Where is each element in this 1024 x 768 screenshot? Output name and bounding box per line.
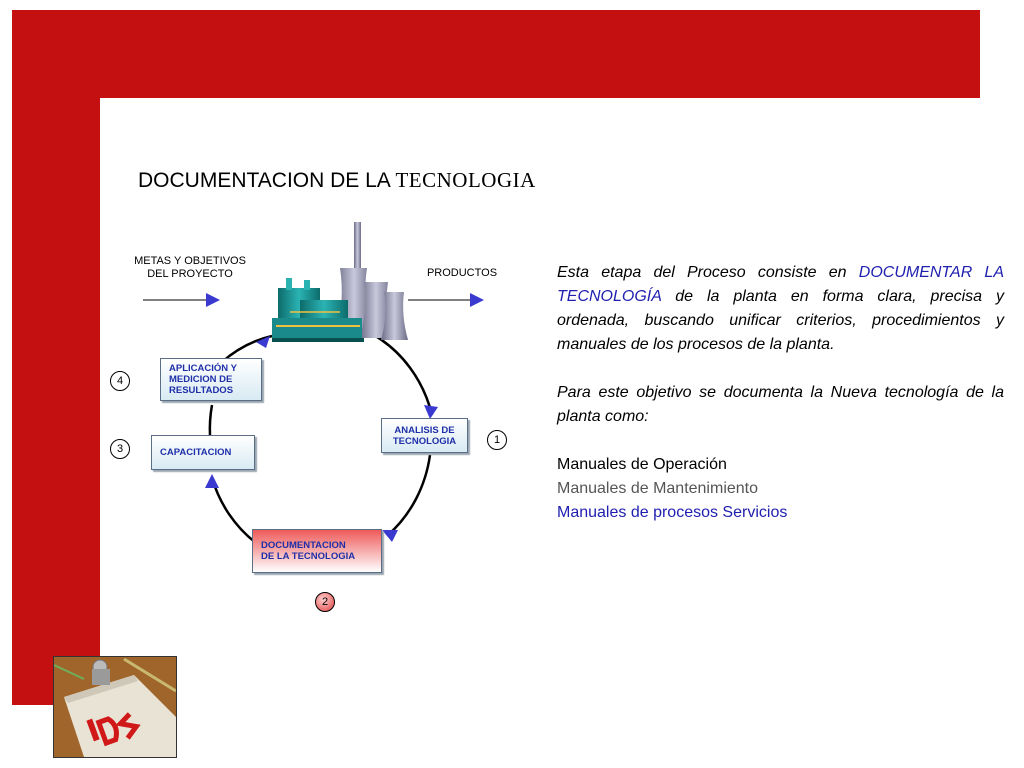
step-box-capacitacion [151, 435, 255, 470]
cycle-arc-left [210, 405, 212, 436]
step2-line1: DOCUMENTACION [261, 540, 346, 551]
step1-line2: TECNOLOGIA [392, 435, 457, 447]
list-item: Manuales de procesos Servicios [557, 504, 788, 521]
output-arrow-head [470, 293, 484, 307]
step-box-documentacion [252, 529, 382, 573]
paragraph-1: Esta etapa del Proceso consiste en DOCUMENTAR LA TECNOLOGÍA de la planta en forma clara, precisa y ordenada, buscando unificar criterios, procedimientos y manuales de los procesos de la planta. [557, 264, 1005, 353]
manuals-list [557, 453, 1004, 525]
factory-icon [272, 222, 408, 342]
step3-line1: CAPACITACION [160, 447, 232, 458]
cycle-arc-right [372, 334, 432, 415]
input-arrow-head [206, 293, 220, 307]
step-number-4: 4 [110, 371, 130, 391]
input-label-line2: DEL PROYECTO [147, 268, 233, 280]
title-main: DOCUMENTACION DE LA [138, 169, 396, 192]
list-item: Manuales de Operación [557, 456, 727, 473]
cycle-arc-lower-right [388, 455, 430, 535]
input-label [125, 255, 255, 281]
arrow-to-documentacion [382, 530, 398, 542]
step-box-analisis [381, 418, 468, 453]
step4-line3: RESULTADOS [169, 385, 234, 396]
step4-line1: APLICACIÓN Y [169, 363, 237, 374]
step-number-2: 2 [315, 592, 335, 612]
company-logo-image [53, 656, 177, 758]
paragraph-2: Para este objetivo se documenta la Nueva tecnología de la planta como: [557, 384, 1004, 425]
description-text [557, 261, 1004, 525]
input-label-line1: METAS Y OBJETIVOS [134, 255, 246, 267]
step4-line2: MEDICION DE [169, 374, 233, 385]
output-label: PRODUCTOS [426, 267, 498, 279]
step2-line2: DE LA TECNOLOGIA [261, 551, 356, 562]
title-serif: TECNOLOGIA [395, 168, 536, 192]
step-box-aplicacion [160, 358, 262, 401]
step1-line1: ANALISIS DE [394, 424, 455, 436]
step-number-3: 3 [110, 439, 130, 459]
step-number-1: 1 [487, 430, 507, 450]
highlight-text: DOCUMENTAR LA TECNOLOGÍA [557, 264, 1005, 305]
arrow-to-analisis [424, 405, 438, 419]
list-item: Manuales de Mantenimiento [557, 480, 759, 497]
arrow-to-capacitacion [205, 474, 219, 488]
